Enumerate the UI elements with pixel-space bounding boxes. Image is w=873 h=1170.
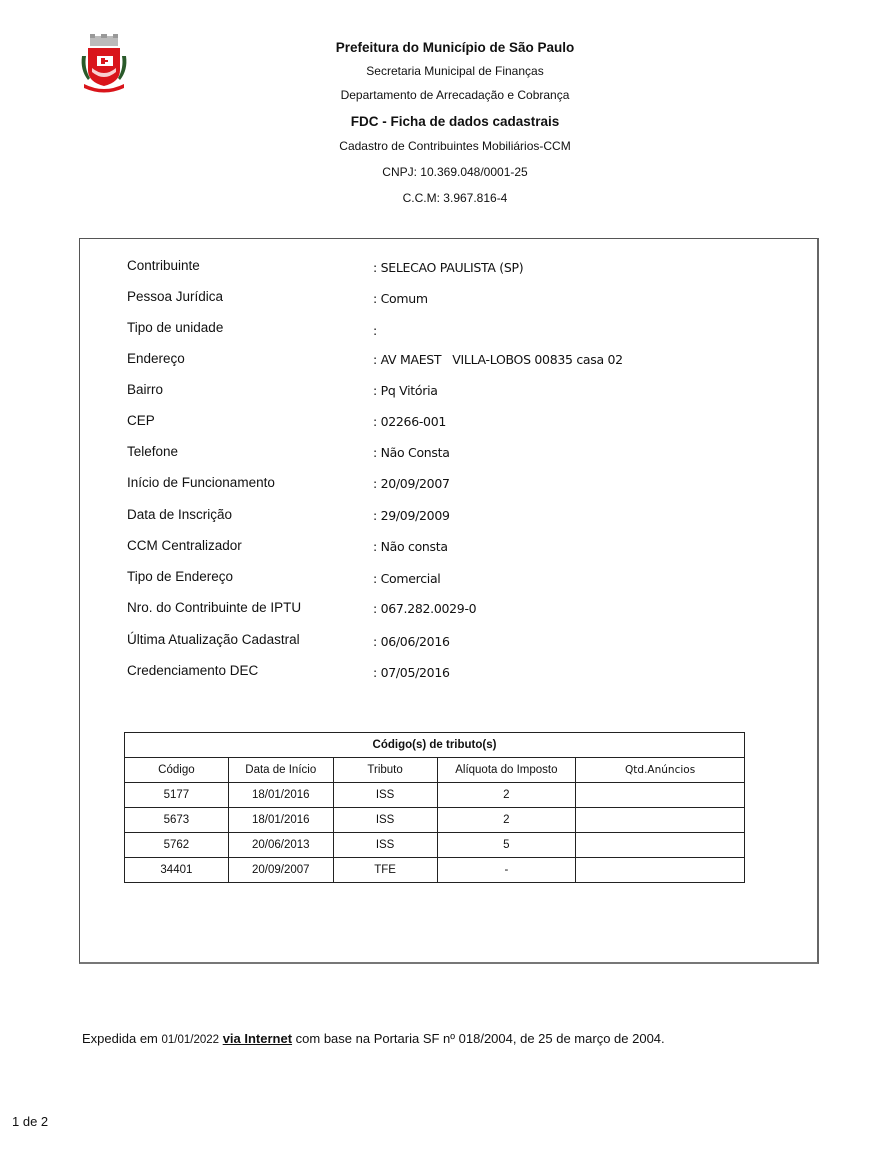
page-number: 1 de 2 (12, 1114, 49, 1129)
via-internet-link[interactable]: via Internet (222, 1031, 293, 1046)
cell-data: 20/09/2007 (228, 858, 333, 883)
field-label: CCM Centralizador (127, 538, 242, 553)
field-label: Bairro (127, 382, 164, 397)
table-header-row (125, 758, 745, 783)
field-label: Data de Inscrição (127, 507, 233, 522)
field-value: : (373, 323, 377, 338)
column-header: Data de Início (228, 758, 333, 783)
field-value: : Comercial (373, 571, 441, 586)
cell-aliquota: 2 (437, 808, 576, 833)
cell-tributo: ISS (333, 808, 437, 833)
header-secretaria: Secretaria Municipal de Finanças (366, 64, 544, 78)
table-row (125, 783, 745, 808)
field-label: Endereço (127, 351, 185, 366)
cell-data: 18/01/2016 (228, 808, 333, 833)
cell-codigo: 34401 (125, 858, 229, 883)
field-label: Tipo de unidade (127, 320, 224, 335)
cell-tributo: TFE (333, 858, 437, 883)
field-label: Tipo de Endereço (127, 569, 234, 584)
field-value: : Comum (373, 291, 428, 306)
header-cadastro: Cadastro de Contribuintes Mobiliários-CCM (339, 139, 571, 153)
column-header: Alíquota do Imposto (437, 758, 576, 783)
cell-data: 18/01/2016 (228, 783, 333, 808)
table-row (125, 858, 745, 883)
field-value: : 29/09/2009 (373, 508, 450, 523)
field-label: Última Atualização Cadastral (127, 632, 300, 647)
footer-suffix: com base na Portaria SF nº 018/2004, de 25 de março de 2004. (292, 1031, 665, 1046)
cell-aliquota: 2 (437, 783, 576, 808)
cell-tributo: ISS (333, 833, 437, 858)
header-ccm: C.C.M: 3.967.816-4 (402, 191, 508, 205)
field-value: : 06/06/2016 (373, 634, 450, 649)
field-value: : 20/09/2007 (373, 476, 450, 491)
field-value: : Não Consta (373, 445, 450, 460)
cell-aliquota: - (437, 858, 576, 883)
header-cnpj: CNPJ: 10.369.048/0001-25 (382, 165, 528, 179)
document-title: FDC - Ficha de dados cadastrais (350, 114, 560, 129)
cell-anuncios (576, 833, 745, 858)
footer-prefix: Expedida em (82, 1031, 162, 1046)
field-label: Credenciamento DEC (127, 663, 259, 678)
cell-codigo: 5762 (125, 833, 229, 858)
sao-paulo-coat-of-arms-icon (78, 34, 130, 96)
field-value: : 07/05/2016 (373, 665, 450, 680)
field-value: : 067.282.0029-0 (373, 601, 477, 616)
field-label: Telefone (127, 444, 179, 459)
cell-anuncios (576, 858, 745, 883)
tributos-table (124, 732, 745, 883)
field-label: Nro. do Contribuinte de IPTU (127, 600, 302, 615)
field-label: Contribuinte (127, 258, 200, 273)
field-label: Início de Funcionamento (127, 475, 275, 490)
footer-note (82, 1031, 665, 1046)
table-row (125, 833, 745, 858)
footer-date: 01/01/2022 (161, 1034, 220, 1046)
cell-tributo: ISS (333, 783, 437, 808)
column-header: Código (125, 758, 229, 783)
header-title: Prefeitura do Município de São Paulo (335, 40, 575, 55)
header-departamento: Departamento de Arrecadação e Cobrança (340, 88, 570, 102)
cell-data: 20/06/2013 (228, 833, 333, 858)
cell-anuncios (576, 808, 745, 833)
field-label: CEP (127, 413, 155, 428)
cell-aliquota: 5 (437, 833, 576, 858)
field-value: : Pq Vitória (373, 383, 438, 398)
column-header: Qtd.Anúncios (576, 758, 745, 783)
field-value: : SELECAO PAULISTA (SP) (373, 260, 524, 275)
cell-anuncios (576, 783, 745, 808)
cell-codigo: 5177 (125, 783, 229, 808)
cell-codigo: 5673 (125, 808, 229, 833)
table-caption: Código(s) de tributo(s) (125, 733, 745, 758)
field-value: : Não consta (373, 539, 448, 554)
field-value: : AV MAEST VILLA-LOBOS 00835 casa 02 (373, 352, 623, 367)
field-value: : 02266-001 (373, 414, 447, 429)
field-label: Pessoa Jurídica (127, 289, 224, 304)
table-row (125, 808, 745, 833)
column-header: Tributo (333, 758, 437, 783)
